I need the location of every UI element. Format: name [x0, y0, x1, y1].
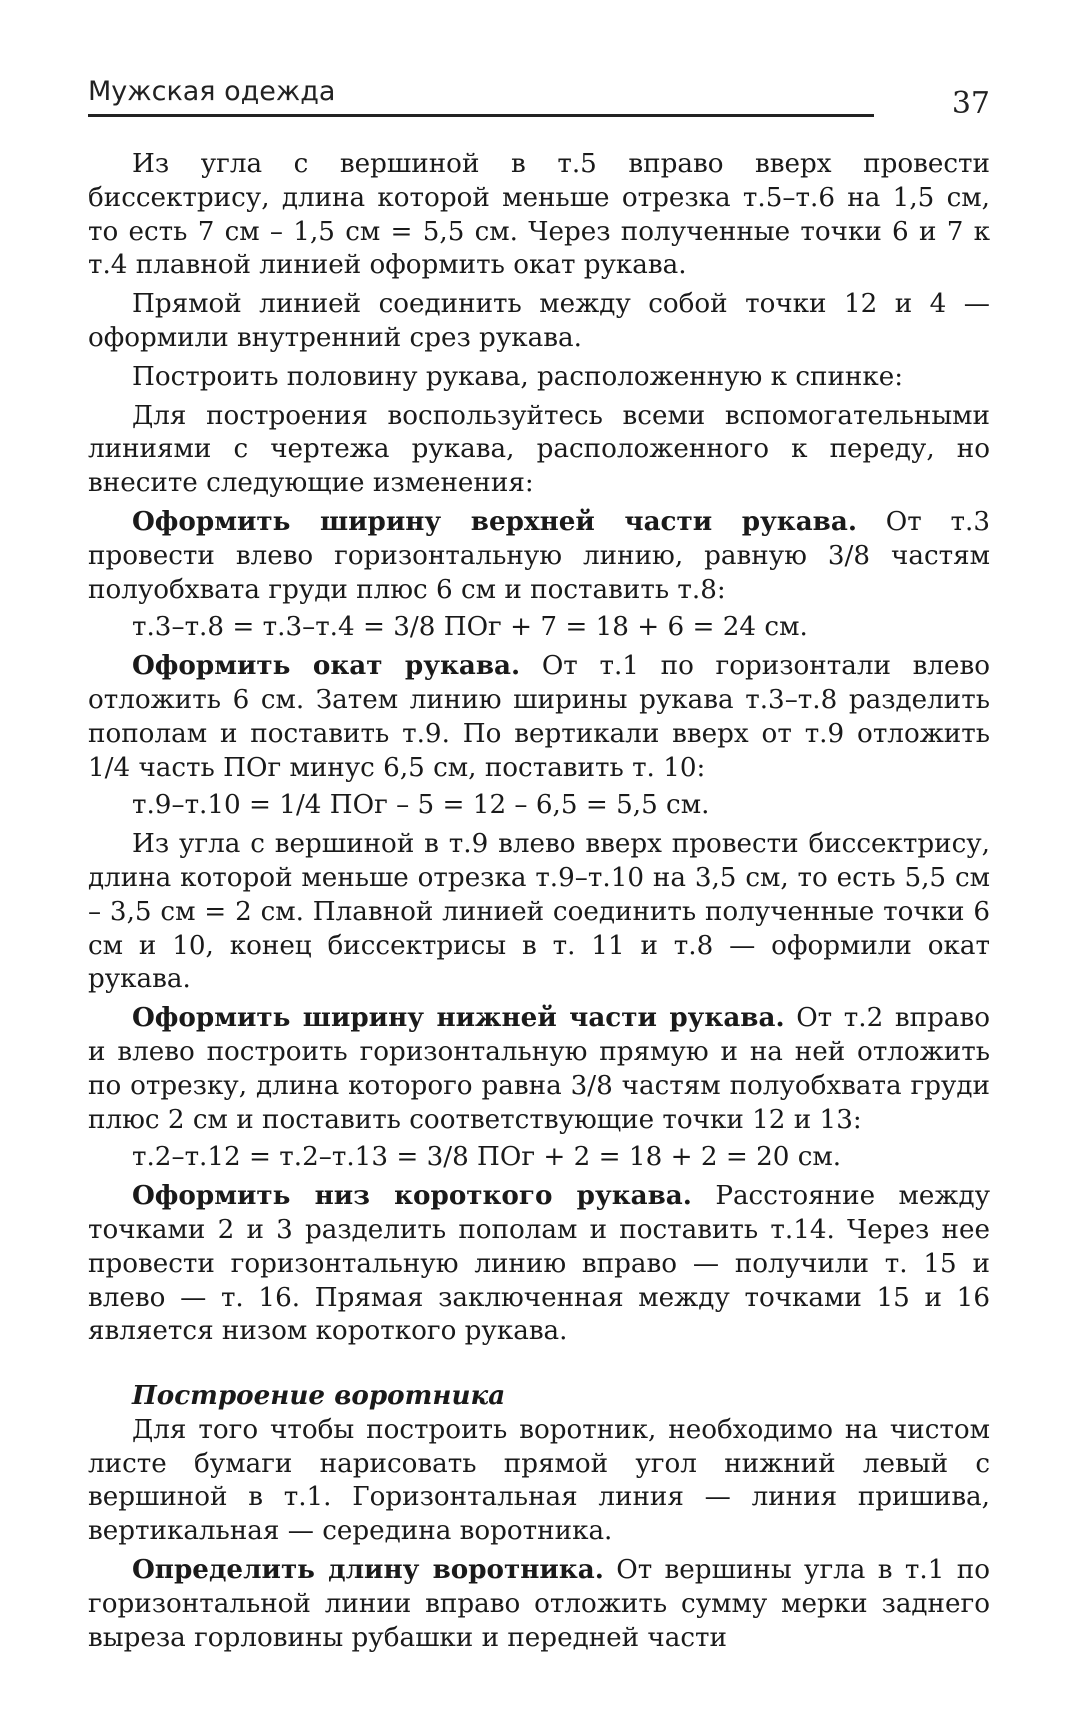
formula: т.9–т.10 = 1/4 ПОг – 5 = 12 – 6,5 = 5,5 см.: [132, 790, 710, 821]
paragraph: Прямой линией соединить между собой точки 12 и 4 — оформили внутренний срез рукава.: [88, 289, 990, 353]
paragraph-lead: Определить длину воротника.: [132, 1554, 604, 1586]
paragraph: Построить половину рукава, расположенную к спинке:: [132, 361, 904, 392]
section-title: Построение воротника: [132, 1380, 506, 1412]
paragraph: Из угла с вершиной в т.5 вправо вверх провести биссектрису, длина которой меньше отрезка т.5–т.6 на 1,5 см, то есть 7 см – 1,5 см = 5,5 см. Через полученные точки 6 и 7 к т.4 плавной линией оформить окат рукава.: [88, 149, 990, 281]
paragraph: Из угла с вершиной в т.9 влево вверх провести биссектрису, длина которой меньше отрезка т.9–т.10 на 3,5 см, то есть 5,5 см – 3,5 см = 2 см. Плавной линией соединить полученные точки 6 см и 10, конец биссектрисы в т. 11 и т.8 — оформили окат рукава.: [88, 829, 990, 995]
paragraph: Оформить ширину нижней части рукава. От т.2 вправо и влево построить горизонтальную прямую и на ней отложить по отрезку, длина которого равна 3/8 частям полуобхвата груди плюс 2 см и поставить соответствующие точки 12 и 13:: [88, 1002, 990, 1135]
formula: т.3–т.8 = т.3–т.4 = 3/8 ПОг + 7 = 18 + 6 = 24 см.: [132, 612, 808, 643]
page-number: 37: [951, 86, 990, 121]
paragraph: Для построения воспользуйтесь всеми вспомогательными линиями с чертежа рукава, расположенного к переду, но внесите следующие изменения:: [88, 400, 990, 499]
running-head: Мужская одежда: [88, 76, 336, 107]
paragraph-lead: Оформить низ короткого рукава.: [132, 1180, 692, 1212]
paragraph: Оформить ширину верхней части рукава. От т.3 провести влево горизонтальную линию, равную 3/8 частям полуобхвата груди плюс 6 см и поставить т.8:: [88, 505, 990, 605]
paragraph-lead: Оформить ширину нижней части рукава.: [132, 1002, 785, 1034]
paragraph: Оформить низ короткого рукава. Расстояние между точками 2 и 3 разделить пополам и поставить т.14. Через нее провести горизонтальную линию вправо — получили т. 15 и влево — т. 16. Прямая заключенная между точками 15 и 16 является низом короткого рукава.: [88, 1180, 991, 1347]
paragraph-lead: Оформить окат рукава.: [132, 650, 521, 682]
paragraph-lead: Оформить ширину верхней части рукава.: [132, 505, 857, 537]
paragraph: Оформить окат рукава. От т.1 по горизонтали влево отложить 6 см. Затем линию ширины рукава т.3–т.8 разделить пополам и поставить т.9. По вертикали вверх от т.9 отложить 1/4 часть ПОг минус 6,5 см, поставить т. 10:: [88, 650, 990, 783]
body-text: [88, 147, 990, 1655]
paragraph: Для того чтобы построить воротник, необходимо на чистом листе бумаги нарисовать прямой угол нижний левый с вершиной в т.1. Горизонтальная линия — линия пришива, вертикальная — середина воротника.: [88, 1414, 990, 1547]
header-rule: [88, 114, 874, 117]
formula: т.2–т.12 = т.2–т.13 = 3/8 ПОг + 2 = 18 + 2 = 20 см.: [132, 1142, 842, 1173]
paragraph: Определить длину воротника. От вершины угла в т.1 по горизонтальной линии вправо отложить сумму мерки заднего выреза горловины рубашки и передней части: [88, 1554, 991, 1653]
